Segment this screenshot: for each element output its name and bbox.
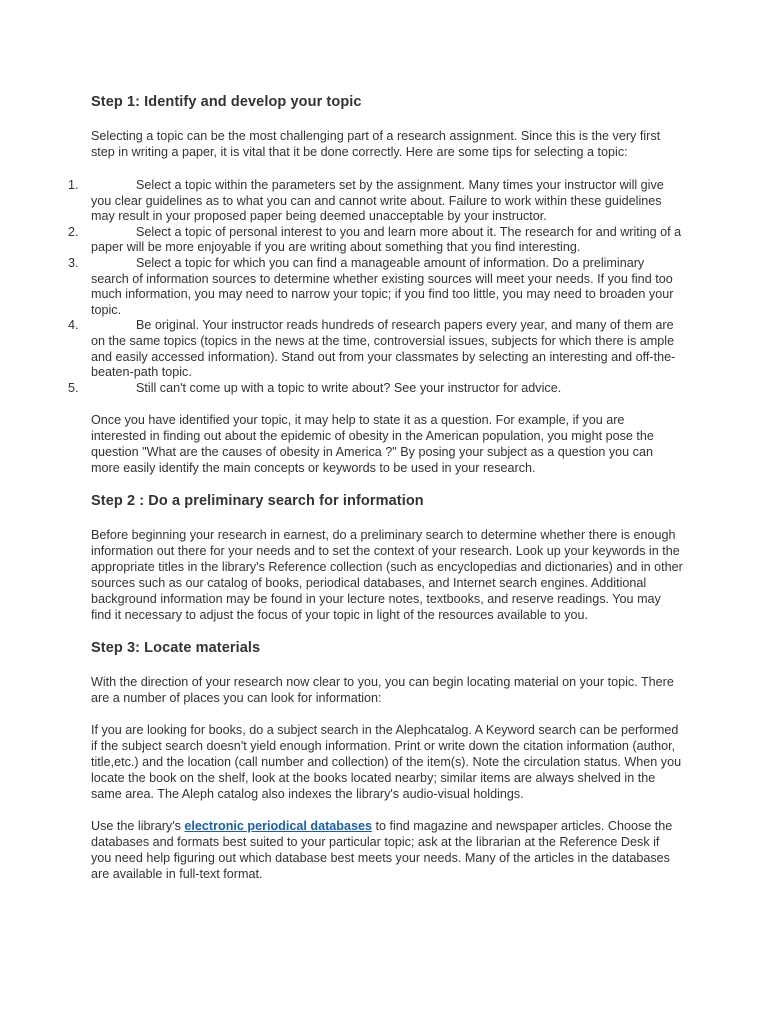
step3-books: If you are looking for books, do a subject search in the Alephcatalog. A Keyword search can be performed if the subject search doesn't yield enough information. Print or write down the citation information (author, title,etc.) and the location (call number and collection) of the item(s). Note the circulation status. When you locate the book on the shelf, look at the books located nearby; similar items are always shelved in the same area. The Aleph catalog also indexes the library's audio-visual holdings. — [91, 723, 682, 802]
list-item: 5. Still can't come up with a topic to write about? See your instructor for advice. — [68, 380, 562, 395]
list-item: 1. Select a topic within the parameters set by the assignment. Many times your instructor will give you clear guidelines as to what you can and cannot write about. Failure to work within these guidelines may result in your proposed paper being deemed unacceptable by your instructor. — [68, 178, 664, 224]
step2-heading: Step 2 : Do a preliminary search for information — [91, 493, 424, 510]
document-content — [68, 93, 683, 882]
topic-tips-list — [68, 178, 683, 396]
step2-body: Before beginning your research in earnest, do a preliminary search to determine whether there is enough information out there for your needs and to set the context of your research. Look up your keywords in the appropriate titles in the library's Reference collection (such as encyclopedias and dictionaries) and in other sources such as our catalog of books, periodical databases, and Internet search engines. Additional background information may be found in your lecture notes, textbooks, and reserve readings. You may find it necessary to adjust the focus of your topic in light of the resources available to you. — [91, 528, 683, 623]
step1-heading: Step 1: Identify and develop your topic — [91, 94, 362, 110]
step3-databases: Use the library's electronic periodical databases to find magazine and newspaper articles. Choose the databases and formats best suited to your particular topic; ask at the librarian at the Reference Desk if you need help figuring out which database best meets your needs. Many of the articles in the databases are available in full-text format. — [91, 819, 673, 882]
step3-intro: With the direction of your research now clear to you, you can begin locating material on your topic. There are a number of places you can look for information: — [91, 675, 674, 706]
list-item: 2. Select a topic of personal interest to you and learn more about it. The research for and writing of a paper will be more enjoyable if you are writing about something that you find interesting. — [68, 224, 682, 255]
step1-closing: Once you have identified your topic, it may help to state it as a question. For example, if you are interested in finding out about the epidemic of obesity in the American population, you might pose the question "What are the causes of obesity in America ?" By posing your subject as a question you can more easily identify the main concepts or keywords to be used in your research. — [91, 413, 654, 476]
step1-intro: Selecting a topic can be the most challenging part of a research assignment. Since this is the very first step in writing a paper, it is vital that it be done correctly. Here are some tips for selecting a topic: — [91, 129, 661, 159]
step3-heading: Step 3: Locate materials — [91, 640, 261, 657]
list-item: 3. Select a topic for which you can find a manageable amount of information. Do a preliminary search of information sources to determine whether existing sources will meet your needs. If you find too much information, you may need to narrow your topic; if you find too little, you may need to broaden your topic. — [68, 255, 674, 317]
electronic-periodical-databases-link[interactable]: electronic periodical databases — [184, 819, 372, 834]
list-item: 4. Be original. Your instructor reads hundreds of research papers every year, and many of them are on the same topics (topics in the news at the time, controversial issues, subjects for which there is ample and easily accessed information). Stand out from your classmates by selecting an interesting and off-the-beaten-path topic. — [68, 318, 676, 380]
